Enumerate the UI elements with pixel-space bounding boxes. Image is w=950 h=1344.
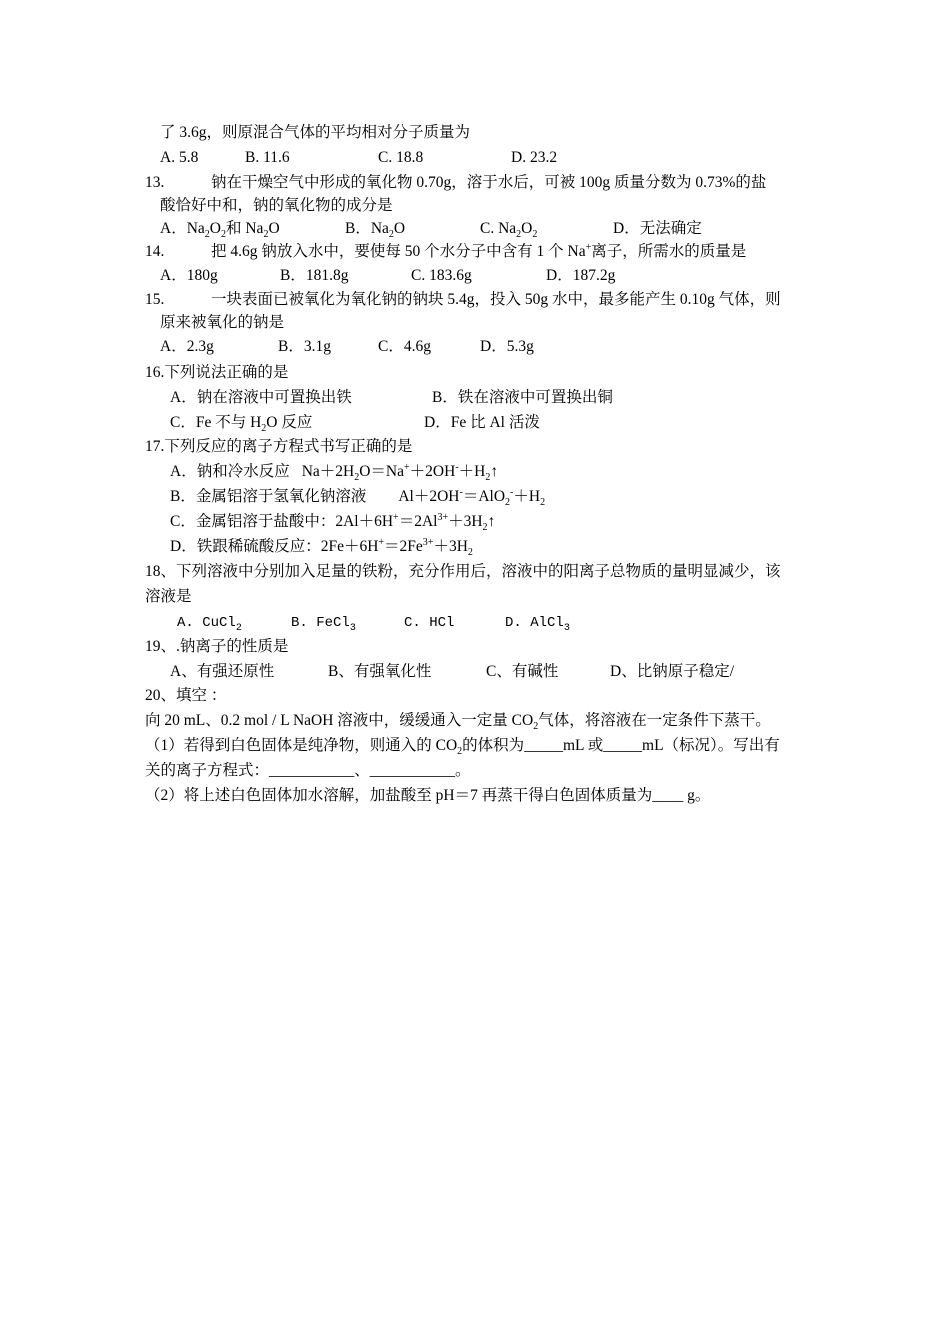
q12-option-d: D. 23.2	[511, 149, 558, 166]
q14-stem: 把 4.6g 钠放入水中，要使每 50 个水分子中含有 1 个 Na+离子，所需水的质量是	[211, 241, 747, 260]
q19-stem: 19、.钠离子的性质是	[145, 638, 289, 655]
q20-part2: （2）将上述白色固体加水溶解，加盐酸至 pH＝7 再蒸干得白色固体质量为____ g。	[145, 787, 711, 804]
q15-stem-line1: 一块表面已被氧化为氧化钠的钠块 5.4g，投入 50g 水中，最多能产生 0.10g 气体，则	[211, 291, 781, 308]
q19-option-a: A、有强还原性	[170, 663, 275, 680]
q14-option-b: B．181.8g	[280, 267, 349, 284]
q18-option-c: C. HCl	[404, 615, 455, 631]
q18-option-b: B. FeCl$_3$	[291, 615, 356, 634]
q12-option-c: C. 18.8	[378, 149, 424, 166]
q19-option-d: D、比钠原子稳定/	[610, 663, 735, 680]
q19-option-c: C、有碱性	[486, 663, 559, 680]
q17-option-d: D．铁跟稀硫酸反应：$2Fe+6H^+=2Fe^{3+}+3H_2$	[170, 536, 473, 559]
q15-option-c: C．4.6g	[378, 338, 431, 355]
q18-stem-line1: 18、下列溶液中分别加入足量的铁粉，充分作用后，溶液中的阳离子总物质的量明显减少，该	[145, 563, 781, 580]
q16-option-d: D．Fe 比 Al 活泼	[424, 414, 540, 431]
q15-stem-line2: 原来被氧化的钠是	[160, 314, 285, 331]
q14-option-a: A．180g	[160, 267, 218, 284]
q17-stem: 17.下列反应的离子方程式书写正确的是	[145, 438, 413, 455]
answer-blank-5[interactable]: ____	[652, 787, 684, 804]
answer-blank-4[interactable]: ___________	[369, 762, 456, 779]
q17-option-a: A．钠和冷水反应 $Na+2H_2O=Na^++2OH^-+H_2↑$	[170, 461, 499, 484]
q17-option-c: C．金属铝溶于盐酸中：$2Al+6H^+=2Al^{3+}+3H_2↑$	[170, 511, 496, 534]
q16-option-a: A．钠在溶液中可置换出铁	[170, 389, 352, 406]
q16-option-b: B．铁在溶液中可置换出铜	[432, 389, 613, 406]
answer-blank-3[interactable]: ___________	[269, 762, 355, 779]
q18-stem-line2: 溶液是	[145, 588, 192, 605]
q14-option-c: C. 183.6g	[411, 267, 472, 284]
q15-option-b: B．3.1g	[278, 338, 331, 355]
q14-number: 14.	[145, 243, 165, 260]
q13-option-d: D．无法确定	[613, 220, 702, 237]
q18-option-d: D. AlCl$_3$	[505, 615, 570, 634]
q15-option-a: A．2.3g	[160, 338, 214, 355]
q13-option-c: C. $Na_2O_2$	[480, 220, 538, 241]
q15-number: 15.	[145, 291, 165, 308]
q20-intro: 向 20 mL、0.2 mol / L NaOH 溶液中，缓缓通入一定量 $CO_2$气体，将溶液在一定条件下蒸干。	[145, 712, 771, 733]
q13-option-b: B．$Na_2O$	[345, 220, 406, 241]
q12-stem-cont: 了 3.6g，则原混合气体的平均相对分子质量为	[160, 124, 471, 141]
answer-blank-1[interactable]: _____	[524, 737, 563, 754]
q13-stem-line2: 酸恰好中和，钠的氧化物的成分是	[160, 197, 393, 214]
q12-option-a: A. 5.8	[160, 149, 199, 166]
q20-part1-line2: 关的离子方程式：___________、___________。	[145, 762, 471, 779]
q19-option-b: B、有强氧化性	[328, 663, 432, 680]
q18-option-a: A. CuCl$_2$	[177, 615, 242, 634]
answer-blank-2[interactable]: _____	[603, 737, 643, 754]
q16-option-c: C．Fe 不与 $H_2O$ 反应	[170, 414, 313, 435]
q13-number: 13.	[145, 174, 165, 191]
q17-option-b: B．金属铝溶于氢氧化钠溶液 $Al+2OH^-=AlO_2^-+H_2$	[170, 486, 546, 509]
q16-stem: 16.下列说法正确的是	[145, 364, 289, 381]
q13-option-a: A．$Na_2O_2$和 $Na_2O$	[160, 220, 280, 241]
q13-stem-line1: 钠在干燥空气中形成的氧化物 0.70g，溶于水后，可被 100g 质量分数为 0.73%的盐	[211, 174, 767, 191]
q15-option-d: D．5.3g	[480, 338, 534, 355]
q14-option-d: D．187.2g	[546, 267, 616, 284]
q20-part1: （1）若得到白色固体是纯净物，则通入的 $CO_2$的体积为_____mL 或_____mL（标况）。写出有	[145, 737, 780, 758]
q20-stem: 20、填空 ：	[145, 687, 227, 704]
q12-option-b: B. 11.6	[245, 149, 290, 166]
